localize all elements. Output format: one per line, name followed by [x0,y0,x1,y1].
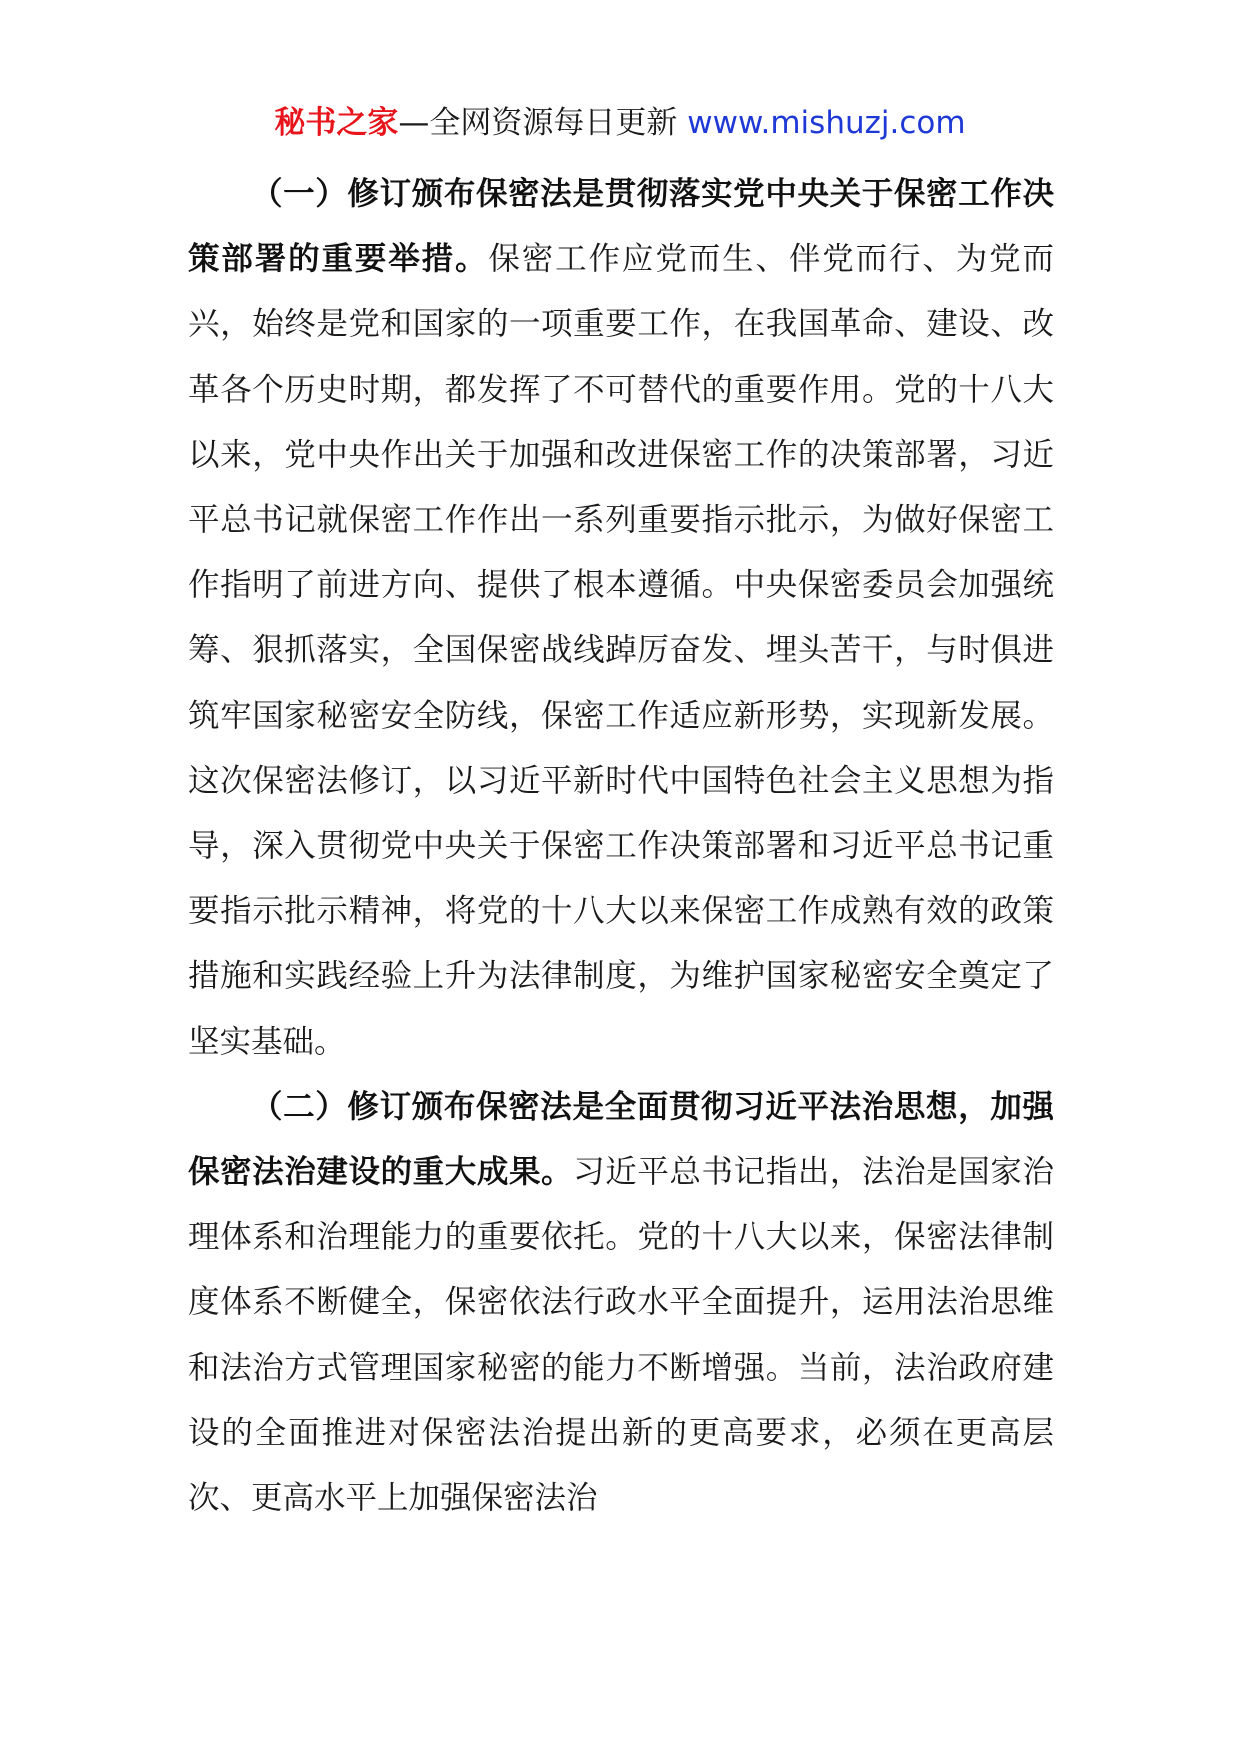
header-brand: 秘书之家 [274,105,399,141]
header-tagline: —全网资源每日更新 [398,105,678,141]
paragraph-2-body: 习近平总书记指出，法治是国家治理体系和治理能力的重要依托。党的十八大以来，保密法律制度体系不断健全，保密依法行政水平全面提升，运用法治思维和法治方式管理国家秘密的能力不断增强。当前，法治政府建设的全面推进对保密法治提出新的更高要求，必须在更高层次、更高水平上加强保密法治 [188,1154,1054,1517]
page-header [0,100,1240,146]
header-url-link[interactable]: www.mishuzj.com [687,105,966,141]
paragraph-1 [188,162,1054,1075]
paragraph-2-lead: （二）修订颁布保密法是全面贯彻习近平法治思想，加强保密法治建设的重大成果。 [188,1088,1054,1191]
paragraph-1-body: 保密工作应党而生、伴党而行、为党而兴，始终是党和国家的一项重要工作，在我国革命、建设、改革各个历史时期，都发挥了不可替代的重要作用。党的十八大以来，党中央作出关于加强和改进保密工作的决策部署，习近平总书记就保密工作作出一系列重要指示批示，为做好保密工作指明了前进方向、提供了根本遵循。中央保密委员会加强统筹、狠抓落实，全国保密战线踔厉奋发、埋头苦干，与时俱进筑牢国家秘密安全防线，保密工作适应新形势，实现新发展。这次保密法修订，以习近平新时代中国特色社会主义思想为指导，深入贯彻党中央关于保密工作决策部署和习近平总书记重要指示批示精神，将党的十八大以来保密工作成熟有效的政策措施和实践经验上升为法律制度，为维护国家秘密安全奠定了坚实基础。 [188,241,1054,1060]
paragraph-1-lead: （一）修订颁布保密法是贯彻落实党中央关于保密工作决策部署的重要举措。 [188,176,1054,278]
paragraph-2 [188,1075,1054,1531]
document-body [188,162,1054,1531]
